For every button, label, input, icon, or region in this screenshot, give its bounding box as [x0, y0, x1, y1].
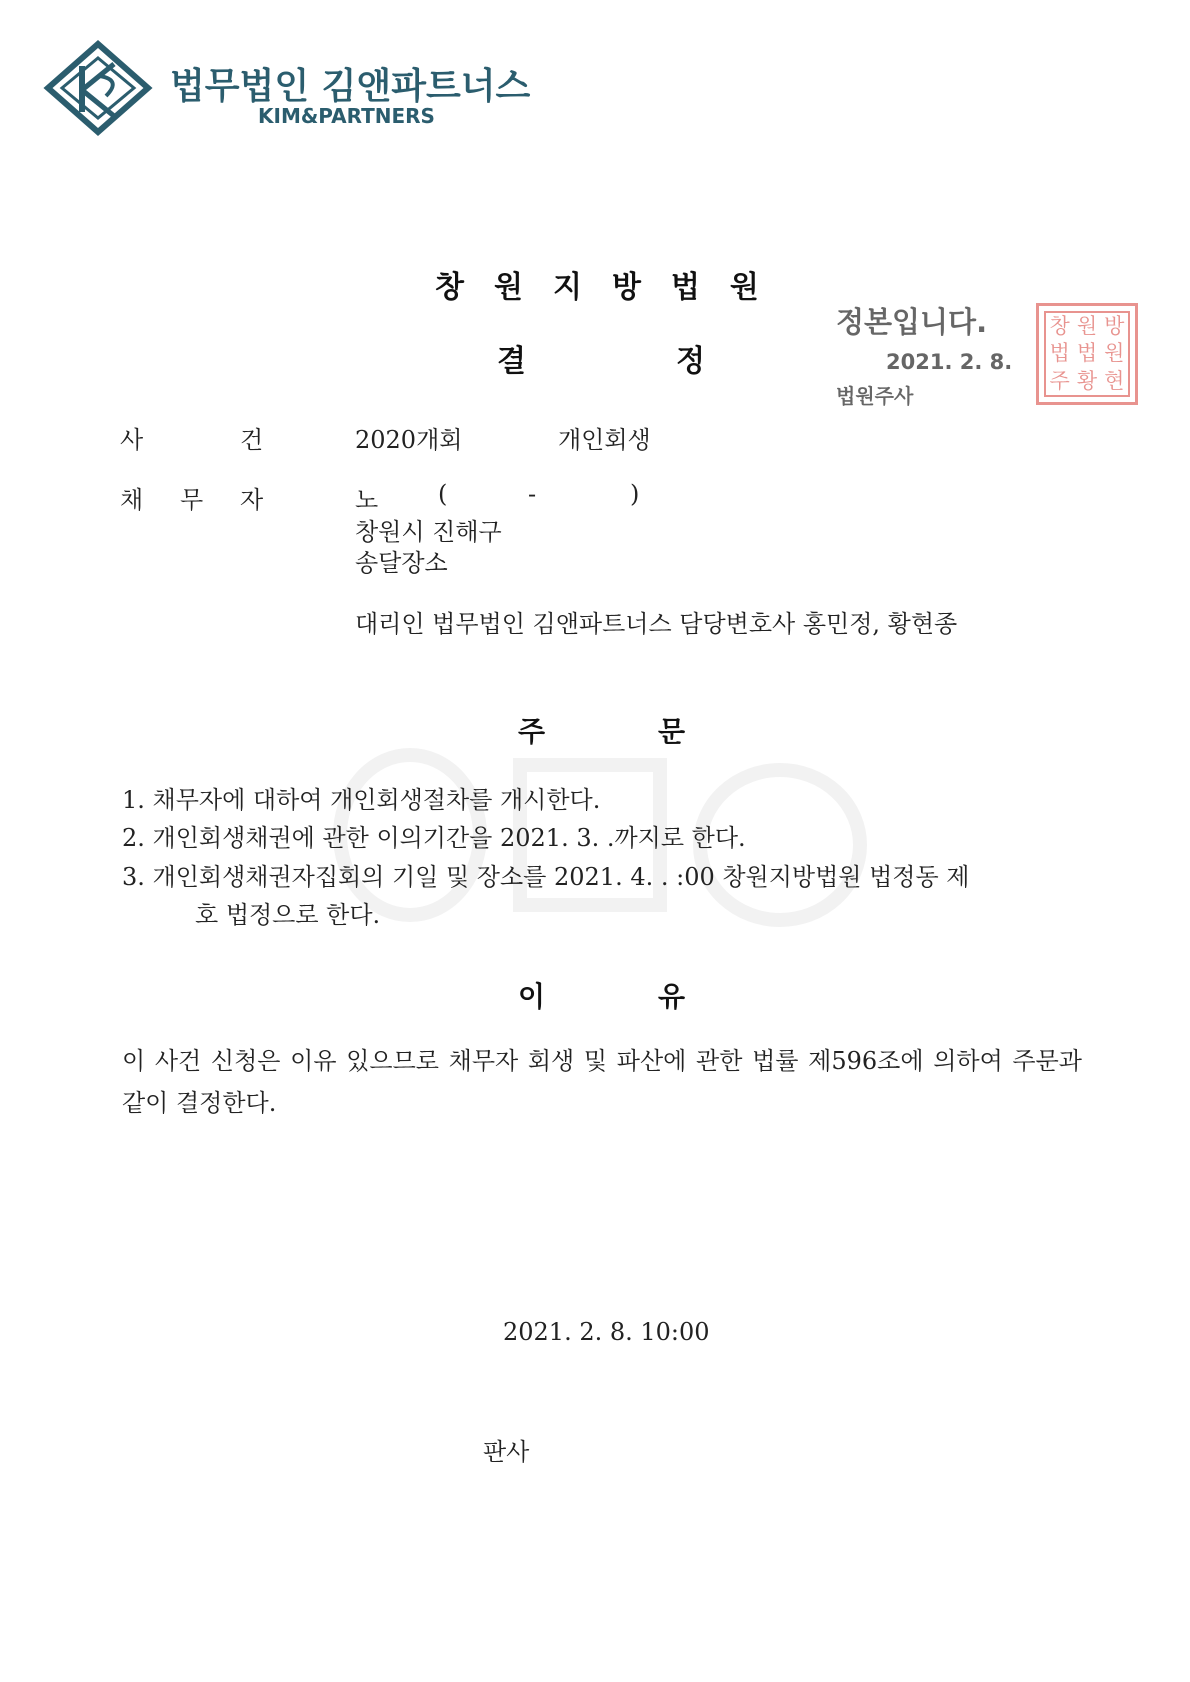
order-item-3: 3. 개인회생채권자집회의 기일 및 장소를 2021. 4. . :00 창원지방법원 법정동 제: [122, 863, 970, 891]
debtor-label-char: 채: [120, 486, 144, 514]
case-type: 개인회생: [558, 426, 651, 454]
document-type-second-char: 정: [676, 344, 705, 379]
seal-char: 방: [1104, 314, 1125, 339]
seal-char: 창: [1049, 314, 1070, 339]
case-label-char: 사: [120, 426, 144, 454]
court-name: 창원지방법원: [435, 270, 789, 305]
debtor-name: 노: [355, 486, 379, 514]
seal-char: 주: [1049, 368, 1070, 393]
debtor-delivery-place: 송달장소: [355, 549, 448, 577]
seal-char: 황: [1076, 368, 1098, 393]
debtor-label-char: 자: [240, 486, 264, 514]
seal-char: 법: [1049, 341, 1070, 366]
decision-date: 2021. 2. 8. 10:00: [503, 1318, 710, 1346]
court-seal-stamp: [1036, 303, 1138, 405]
debtor-agent: 대리인 법무법인 김앤파트너스 담당변호사 홍민정, 황현종: [355, 610, 958, 638]
order-item-3-continued: 호 법정으로 한다.: [195, 901, 381, 929]
reason-title-char: 이: [518, 980, 546, 1013]
certified-copy-text: 정본입니다.: [836, 305, 988, 339]
reason-text: 이 사건 신청은 이유 있으므로 채무자 회생 및 파산에 관한 법률 제596조에 의하여 주문과 같이 결정한다.: [122, 1047, 1082, 1117]
seal-char: 현: [1104, 368, 1125, 393]
resident-number-dash: -: [528, 480, 537, 508]
debtor-address: 창원시 진해구: [355, 518, 502, 546]
certified-copy-date: 2021. 2. 8.: [886, 350, 1013, 374]
reason-title-char: 유: [658, 980, 686, 1013]
court-clerk-title: 법원주사: [836, 384, 914, 408]
case-number: 2020개회: [355, 426, 463, 454]
document-type-first-char: 결: [497, 344, 526, 379]
order-title-char: 주: [518, 715, 546, 748]
case-label-char: 건: [240, 426, 264, 454]
resident-number-close: ): [630, 480, 640, 508]
order-item-2: 2. 개인회생채권에 관한 이의기간을 2021. 3. .까지로 한다.: [122, 824, 746, 852]
firm-name-korean: 법무법인 김앤파트너스: [170, 66, 531, 107]
order-item-1: 1. 채무자에 대하여 개인회생절차를 개시한다.: [122, 786, 601, 814]
seal-char: 원: [1104, 341, 1125, 366]
firm-name-english: KIM&PARTNERS: [258, 104, 435, 128]
watermark: [320, 735, 880, 976]
resident-number-open: (: [438, 480, 448, 508]
judge-label: 판사: [483, 1438, 530, 1466]
debtor-label-char: 무: [180, 486, 204, 514]
order-title-char: 문: [658, 715, 686, 748]
seal-char: 법: [1076, 341, 1098, 366]
firm-logo-icon: [38, 40, 158, 140]
seal-char: 원: [1076, 314, 1098, 339]
